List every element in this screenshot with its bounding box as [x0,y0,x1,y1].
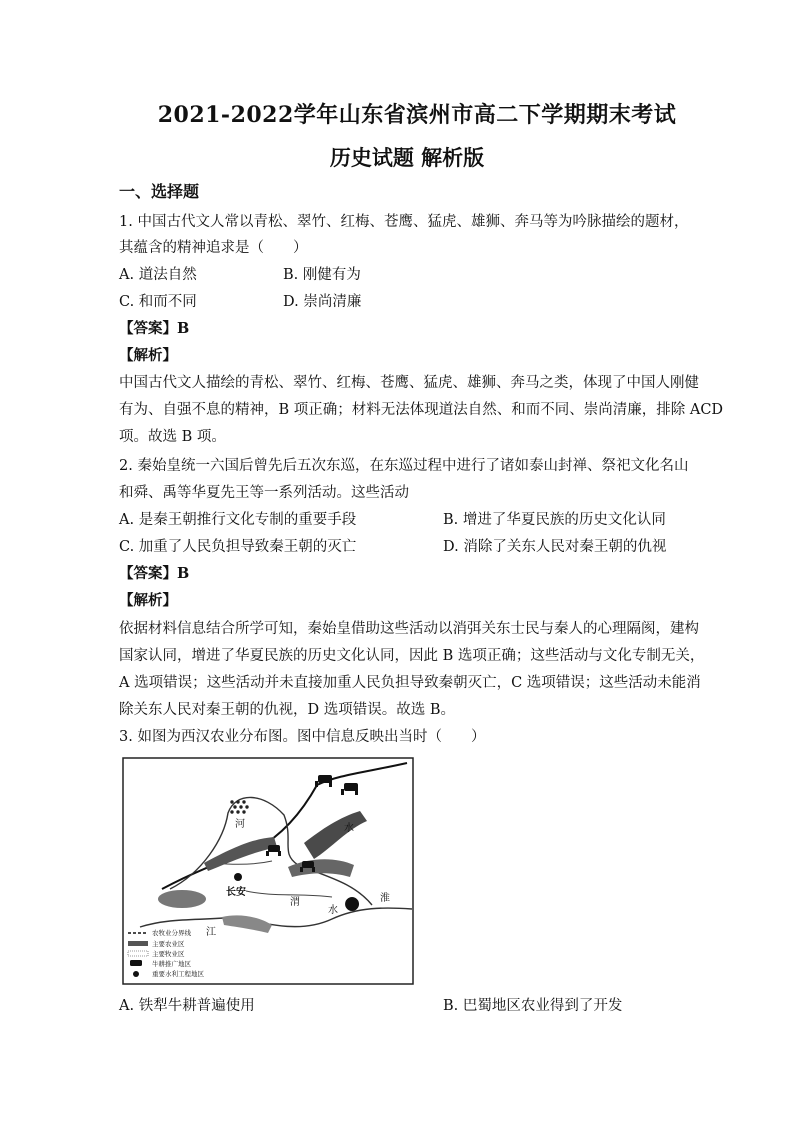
q1-option-b: B. 刚健有为 [283,267,361,283]
q2-analysis-line4: 除关东人民对秦王朝的仇视，D 选项错误。故选 B。 [119,702,455,718]
legend-boundary: 农牧业分界线 [152,930,191,937]
q1-stem-line1: 1. 中国古代文人常以青松、翠竹、红梅、苍鹰、猛虎、雄狮、奔马等为吟脉描绘的题材， [119,214,689,230]
q2-analysis-label: 【解析】 [119,592,177,609]
q1-analysis-line3: 项。故选 B 项。 [119,429,226,445]
q1-stem-line2: 其蕴含的精神追求是（ ） [119,240,308,256]
q1-analysis-label: 【解析】 [119,347,177,364]
q2-answer: 【答案】B [119,565,190,582]
q1-analysis-line2: 有为、自强不息的精神，B 项正确；材料无法体现道法自然、和而不同、崇尚清廉，排除 ACD [119,402,724,418]
map-river-jiang: 江 [206,927,216,938]
q2-analysis-line2: 国家认同，增进了华夏民族的历史文化认同，因此 B 选项正确；这些活动与文化专制无关， [119,648,705,664]
q2-analysis-line3: A 选项错误；这些活动并未直接加重人民负担导致秦朝灭亡，C 选项错误；这些活动未能消 [119,675,701,691]
document-title: 2021-2022学年山东省滨州市高二下学期期末考试 [157,102,677,128]
q3-option-a: A. 铁犁牛耕普遍使用 [119,998,255,1014]
map-river-shui-2: 水 [344,823,354,834]
q2-option-a: A. 是秦王朝推行文化专制的重要手段 [119,512,357,528]
western-han-agriculture-map [122,757,414,985]
legend-pastoral-region: 主要牧业区 [152,951,185,958]
q1-answer: 【答案】B [119,320,190,337]
q1-option-a: A. 道法自然 [119,267,197,283]
legend-ox-plough: 牛耕推广地区 [152,961,191,968]
q2-option-b: B. 增进了华夏民族的历史文化认同 [443,512,666,528]
q3-option-b: B. 巴蜀地区农业得到了开发 [443,998,623,1014]
q3-stem-line1: 3. 如图为西汉农业分布图。图中信息反映出当时（ ） [119,729,486,745]
document-subtitle: 历史试题 解析版 [329,145,485,170]
map-city-changan: 长安 [226,887,246,898]
q2-option-d: D. 消除了关东人民对秦王朝的仇视 [443,539,667,555]
q1-analysis-line1: 中国古代文人描绘的青松、翠竹、红梅、苍鹰、猛虎、雄狮、奔马之类，体现了中国人刚健 [119,375,699,391]
map-river-wei: 渭 [290,897,300,908]
section-heading: 一、选择题 [119,182,200,201]
map-river-he: 河 [235,819,245,830]
q2-analysis-line1: 依据材料信息结合所学可知，秦始皇借助这些活动以消弭关东士民与秦人的心理隔阂，建构 [119,621,699,637]
legend-agri-region: 主要农业区 [152,941,185,948]
q2-stem-line2: 和舜、禹等华夏先王等一系列活动。这些活动 [119,485,409,501]
map-river-shui-1: 水 [328,905,338,916]
legend-water-project: 重要水利工程地区 [152,971,204,978]
q2-stem-line1: 2. 秦始皇统一六国后曾先后五次东巡，在东巡过程中进行了诸如泰山封禅、祭祀文化名山 [119,458,689,474]
map-river-huai: 淮 [380,893,390,904]
q2-option-c: C. 加重了人民负担导致秦王朝的灭亡 [119,539,357,555]
q1-option-c: C. 和而不同 [119,294,197,310]
q1-option-d: D. 崇尚清廉 [283,294,362,310]
